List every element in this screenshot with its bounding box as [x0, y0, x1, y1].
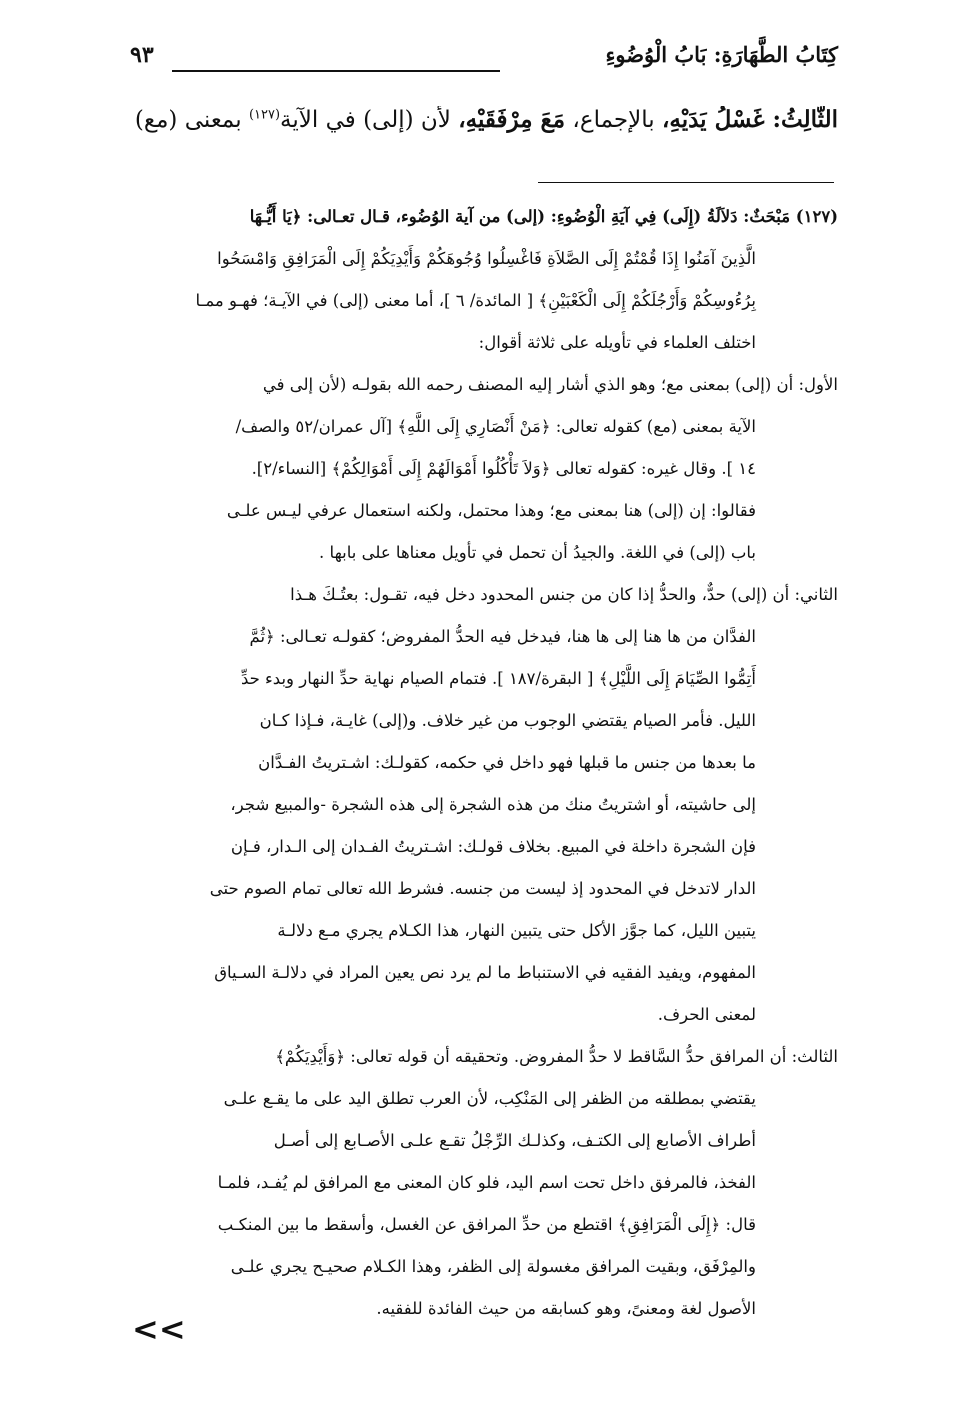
page-number: ٩٣ — [130, 42, 154, 68]
running-title: كِتَابُ الطَّهَارَةِ: بَابُ الْوُضُوءِ — [605, 42, 838, 67]
main-text-1: بالإجماع، — [565, 107, 662, 133]
page-header — [130, 40, 838, 80]
footnote-reference: (١٢٧) — [248, 107, 281, 123]
main-heading: الثَّالِثُ: غَسْلُ يَدَيْهِ، — [661, 106, 838, 133]
footnote-line: إلى حاشيته، أو اشتريتُ منك من هذه الشجرة إلى هذه الشجرة -والمبيع شجر، — [230, 795, 756, 814]
footnote-line: ما بعدها من جنس ما قبلها فهو داخل في حكمه، كقولـك: اشـتريتُ الفـدَّان — [258, 753, 756, 772]
footnote-line: بِرُءُوسِكُمْ وَأَرْجُلَكُمْ إِلَى الْكَعْبَيْنِ﴾ [ المائدة/ ٦ ]، أما معنى (إلى) في الآيـة؛ فهـو ممـا — [195, 291, 756, 310]
footnote-line: أَتِمُّوا الصِّيَامَ إِلَى اللَّيْلِ﴾ [ البقرة/١٨٧ ]. فتمام الصيام نهاية حدِّ النهار وبدء حدِّ — [240, 669, 756, 688]
footnote-line: الدار لاتدخل في المحدود إذ ليست من جنسه. فشرط الله تعالى تمام الصوم حتى — [209, 879, 756, 898]
footnote-line: المفهوم، ويفيد الفقيه في الاستنباط ما لم يرد نص يعين المراد في دلالـة السـياق — [214, 963, 756, 982]
footnote-line: الأول: أن (إلى) بمعنى مع؛ وهو الذي أشار إليه المصنف رحمه الله بقولـه (لأن إلى في — [262, 375, 838, 394]
footnote — [130, 196, 838, 1330]
footnote-line: أطراف الأصابع إلى الكتـف، وكذلـك الرِّجْلُ تقـع علـى الأصـابع إلى أصـل — [273, 1131, 756, 1150]
footnote-line: اختلف العلماء في تأويله على ثلاثة أقوال: — [478, 333, 756, 352]
footnote-line: الثاني: أن (إلى) حدٌّ، والحدُّ إذا كان من جنس المحدود دخل فيه، تقـول: بعتُـكَ هـذا — [290, 585, 838, 604]
footnote-separator — [538, 182, 834, 183]
footnote-line: فقالوا: إن (إلى) هنا بمعنى مع؛ وهذا محتمل، ولكنه استعمال عرفي ليـس علـى — [226, 501, 756, 520]
footnote-line: الليل. فأمر الصيام يقتضي الوجوب من غير خلاف. و(إلى) غايـة، فـإذا كـان — [259, 711, 756, 730]
main-text-3: بمعنى (مع) — [134, 107, 249, 133]
footnote-line: يقتضي بمطلقه من الظفر إلى المَنْكِب، لأن العرب تطلق اليد على ما يقـع علـى — [223, 1089, 756, 1108]
main-phrase: مَعَ مِرْفَقَيْهِ، — [458, 106, 566, 133]
footnote-line: ١٤ ]. وقال غيره: كقوله تعالى ﴿وَلاَ تَأْكُلُوا أَمْوَالَهُمْ إِلَى أَمْوَالِكُمْ﴾ [النساء/٢]. — [251, 459, 756, 478]
footnote-line: الفخذ، فالمرفق داخل تحت اسم اليد، فلو كان المعنى مع المرافق لم يُفـد، فلمـا — [217, 1173, 756, 1192]
main-text-2: لأن (إلى) في الآية — [280, 107, 459, 133]
footnote-line: الفدَّان من ها هنا إلى ها هنا، فيدخل فيه الحدُّ المفروض؛ كقولـه تعـالى: ﴿ثُمَّ — [249, 627, 756, 646]
footnote-line: باب (إلى) في اللغة. والجيدُ أن تحمل في تأويل معناها على بابها . — [319, 543, 756, 562]
footnote-line: يتبين الليل، كما جوَّز الأكل حتى يتبين النهار، هذا الكـلام يجري مـع دلالـة — [277, 921, 756, 940]
main-text-line — [130, 106, 838, 133]
footnote-line: فإن الشجرة داخلة في المبيع. بخلاف قولـك: اشـتريتُ الفـدان إلى الـدار، فـإن — [230, 837, 756, 856]
footnote-line: والمِرْفَق، وبقيت المرافق مغسولة إلى الظفر، وهذا الكـلام صحيـح يجري علـى — [230, 1257, 756, 1276]
footnote-line: (١٢٧) مَبْحَثٌ: دَلاَلَةُ (إِلَى) فِي آيَةِ الْوُضُوءِ: (إلى) من آية الوُضُوء، قـال تعـالى: ﴿يَا أَيُّـهَا — [249, 207, 838, 226]
footnote-line: الآية بمعنى (مع) كقوله تعالى: ﴿مَنْ أَنْصَارِي إِلَى اللَّهِ﴾ [آل عمران/٥٢ والصف/ — [235, 417, 756, 436]
footnote-line: الأصول لغة ومعنىً، وهو كسابقه من حيث الفائدة للفقيه. — [376, 1299, 756, 1318]
end-mark: << — [132, 1310, 186, 1348]
footnote-line: لمعنى الحرف. — [657, 1005, 756, 1024]
header-rule — [172, 70, 500, 72]
footnote-line: الثالث: أن المرافق حدُّ السَّاقط لا حدُّ المفروض. وتحقيقه أن قوله تعالى: ﴿وَأَيْدِيَكُمْ﴾ — [275, 1047, 838, 1066]
footnote-line: قال: ﴿إِلَى الْمَرَافِقِ﴾ اقتطع من حدِّ المرافق عن الغسل، وأسقط ما بين المنكـب — [217, 1215, 756, 1234]
footnote-line: الَّذِينَ آمَنُوا إِذَا قُمْتُمْ إِلَى الصَّلاَةِ فَاغْسِلُوا وُجُوهَكُمْ وَأَيْدِيَكُمْ إِلَى الْمَرَافِقِ وَامْسَحُوا — [217, 249, 756, 268]
